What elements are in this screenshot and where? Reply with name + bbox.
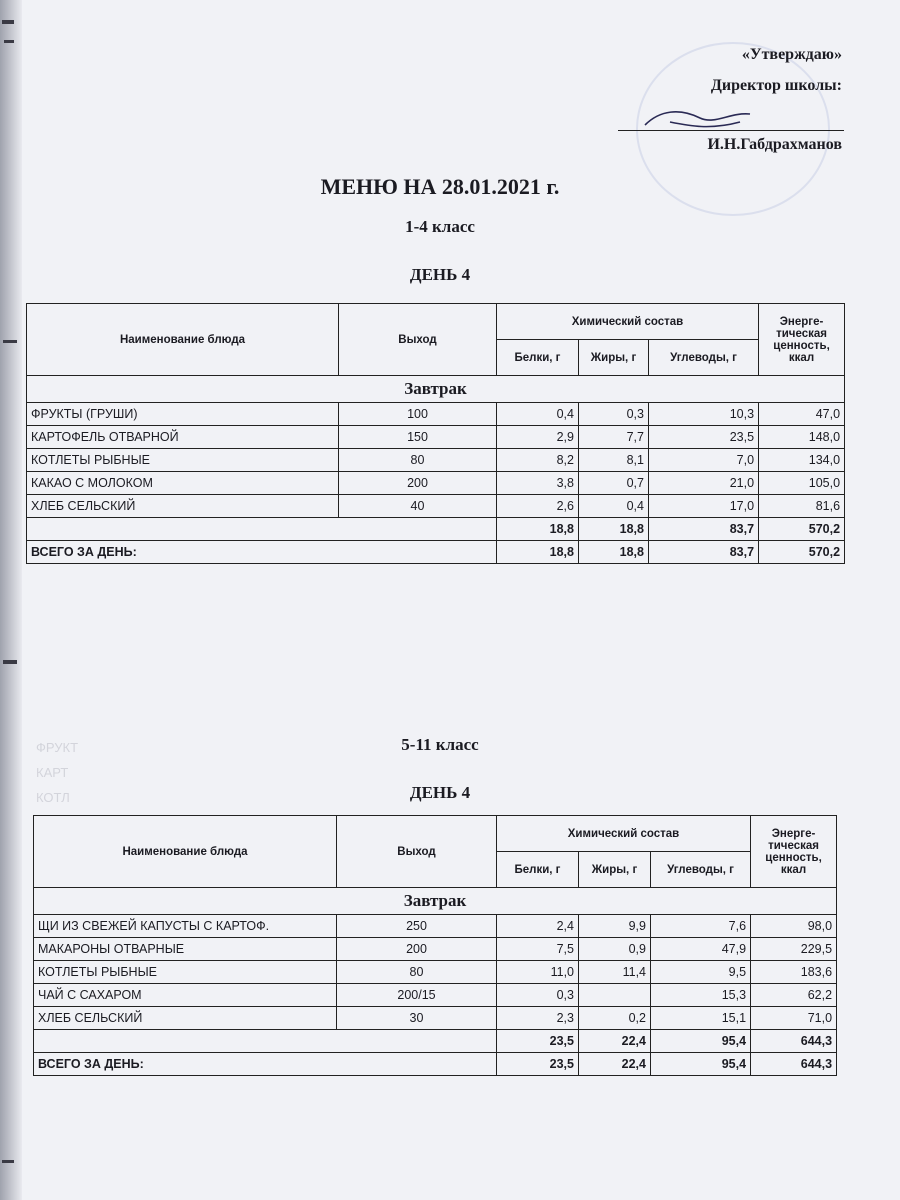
bleed-through-text: ФРУКТ — [36, 740, 79, 755]
director-name: И.Н.Габдрахманов — [707, 136, 842, 153]
meal-label: Завтрак — [27, 376, 845, 403]
header-fat: Жиры, г — [579, 340, 649, 376]
dish-fat: 0,7 — [579, 472, 649, 495]
subtotal-blank — [27, 518, 497, 541]
table-row — [34, 1007, 837, 1030]
dish-name: ХЛЕБ СЕЛЬСКИЙ — [27, 495, 339, 518]
header-fat: Жиры, г — [579, 852, 651, 888]
dish-name: КОТЛЕТЫ РЫБНЫЕ — [34, 961, 337, 984]
table-row — [27, 495, 845, 518]
total-row — [27, 541, 845, 564]
total-label: ВСЕГО ЗА ДЕНЬ: — [27, 541, 497, 564]
dish-carbs: 47,9 — [651, 938, 751, 961]
table-row — [27, 472, 845, 495]
dish-name: МАКАРОНЫ ОТВАРНЫЕ — [34, 938, 337, 961]
day-label-1: ДЕНЬ 4 — [409, 265, 471, 284]
total-energy: 644,3 — [751, 1053, 837, 1076]
table-row — [34, 915, 837, 938]
header-protein: Белки, г — [497, 852, 579, 888]
total-row — [34, 1053, 837, 1076]
subtotal-row — [27, 518, 845, 541]
approve-label: «Утверждаю» — [741, 46, 842, 63]
total-fat: 18,8 — [579, 541, 649, 564]
dish-carbs: 23,5 — [649, 426, 759, 449]
subtotal-protein: 18,8 — [497, 518, 579, 541]
subtotal-row — [34, 1030, 837, 1053]
dish-energy: 183,6 — [751, 961, 837, 984]
dish-portion: 30 — [337, 1007, 497, 1030]
header-portion: Выход — [339, 304, 497, 376]
bleed-through-text: КАРТ — [36, 765, 69, 780]
menu-table-2 — [33, 815, 837, 1076]
bleed-through-text: КОТЛ — [36, 790, 70, 805]
class-label-1: 1-4 класс — [405, 217, 475, 236]
subtotal-protein: 23,5 — [497, 1030, 579, 1053]
menu-table-1 — [26, 303, 845, 564]
dish-portion: 80 — [339, 449, 497, 472]
dish-name: ФРУКТЫ (ГРУШИ) — [27, 403, 339, 426]
dish-fat: 0,4 — [579, 495, 649, 518]
dish-energy: 81,6 — [759, 495, 845, 518]
dish-carbs: 10,3 — [649, 403, 759, 426]
subtotal-energy: 644,3 — [751, 1030, 837, 1053]
subtotal-blank — [34, 1030, 497, 1053]
subtotal-carbs: 83,7 — [649, 518, 759, 541]
header-dish: Наименование блюда — [34, 816, 337, 888]
header-chem: Химический состав — [497, 816, 751, 852]
scan-mark — [3, 660, 17, 664]
header-carbs: Углеводы, г — [651, 852, 751, 888]
dish-portion: 200/15 — [337, 984, 497, 1007]
signature — [640, 100, 760, 140]
dish-protein: 3,8 — [497, 472, 579, 495]
director-position: Директор школы: — [710, 77, 842, 94]
table-row — [34, 938, 837, 961]
total-energy: 570,2 — [759, 541, 845, 564]
dish-fat: 0,3 — [579, 403, 649, 426]
dish-protein: 8,2 — [497, 449, 579, 472]
dish-portion: 200 — [337, 938, 497, 961]
subtotal-fat: 22,4 — [579, 1030, 651, 1053]
dish-portion: 40 — [339, 495, 497, 518]
table-row — [34, 961, 837, 984]
total-protein: 23,5 — [497, 1053, 579, 1076]
dish-fat: 7,7 — [579, 426, 649, 449]
dish-protein: 2,3 — [497, 1007, 579, 1030]
subtotal-energy: 570,2 — [759, 518, 845, 541]
dish-protein: 0,4 — [497, 403, 579, 426]
dish-carbs: 7,0 — [649, 449, 759, 472]
dish-energy: 47,0 — [759, 403, 845, 426]
total-label: ВСЕГО ЗА ДЕНЬ: — [34, 1053, 497, 1076]
header-energy: Энерге-тическая ценность, ккал — [751, 816, 837, 888]
dish-energy: 148,0 — [759, 426, 845, 449]
dish-carbs: 15,1 — [651, 1007, 751, 1030]
dish-carbs: 17,0 — [649, 495, 759, 518]
dish-protein: 0,3 — [497, 984, 579, 1007]
header-protein: Белки, г — [497, 340, 579, 376]
day-label-2: ДЕНЬ 4 — [409, 783, 471, 802]
scan-mark — [4, 40, 14, 43]
dish-energy: 62,2 — [751, 984, 837, 1007]
dish-name: ХЛЕБ СЕЛЬСКИЙ — [34, 1007, 337, 1030]
menu-title: МЕНЮ НА 28.01.2021 г. — [320, 174, 560, 199]
dish-carbs: 15,3 — [651, 984, 751, 1007]
dish-name: ЩИ ИЗ СВЕЖЕЙ КАПУСТЫ С КАРТОФ. — [34, 915, 337, 938]
scan-mark — [3, 340, 17, 343]
dish-name: КАКАО С МОЛОКОМ — [27, 472, 339, 495]
class-label-2: 5-11 класс — [401, 735, 479, 754]
dish-energy: 134,0 — [759, 449, 845, 472]
dish-carbs: 7,6 — [651, 915, 751, 938]
dish-portion: 250 — [337, 915, 497, 938]
header-chem: Химический состав — [497, 304, 759, 340]
dish-fat: 0,2 — [579, 1007, 651, 1030]
dish-protein: 11,0 — [497, 961, 579, 984]
dish-fat: 8,1 — [579, 449, 649, 472]
dish-protein: 2,4 — [497, 915, 579, 938]
dish-protein: 2,9 — [497, 426, 579, 449]
table-row — [27, 449, 845, 472]
signature-line — [618, 130, 844, 131]
scan-mark — [2, 1160, 14, 1163]
meal-label: Завтрак — [34, 888, 837, 915]
total-carbs: 95,4 — [651, 1053, 751, 1076]
dish-energy: 98,0 — [751, 915, 837, 938]
header-energy: Энерге-тическая ценность, ккал — [759, 304, 845, 376]
total-fat: 22,4 — [579, 1053, 651, 1076]
dish-fat — [579, 984, 651, 1007]
dish-protein: 7,5 — [497, 938, 579, 961]
dish-carbs: 9,5 — [651, 961, 751, 984]
dish-portion: 100 — [339, 403, 497, 426]
dish-name: ЧАЙ С САХАРОМ — [34, 984, 337, 1007]
dish-portion: 80 — [337, 961, 497, 984]
scan-mark — [2, 20, 14, 24]
subtotal-fat: 18,8 — [579, 518, 649, 541]
dish-energy: 229,5 — [751, 938, 837, 961]
dish-name: КОТЛЕТЫ РЫБНЫЕ — [27, 449, 339, 472]
dish-protein: 2,6 — [497, 495, 579, 518]
header-portion: Выход — [337, 816, 497, 888]
table-row — [27, 403, 845, 426]
dish-fat: 11,4 — [579, 961, 651, 984]
dish-portion: 200 — [339, 472, 497, 495]
subtotal-carbs: 95,4 — [651, 1030, 751, 1053]
table-row — [27, 426, 845, 449]
dish-name: КАРТОФЕЛЬ ОТВАРНОЙ — [27, 426, 339, 449]
total-protein: 18,8 — [497, 541, 579, 564]
total-carbs: 83,7 — [649, 541, 759, 564]
dish-energy: 71,0 — [751, 1007, 837, 1030]
dish-fat: 0,9 — [579, 938, 651, 961]
dish-carbs: 21,0 — [649, 472, 759, 495]
dish-energy: 105,0 — [759, 472, 845, 495]
header-dish: Наименование блюда — [27, 304, 339, 376]
dish-portion: 150 — [339, 426, 497, 449]
header-carbs: Углеводы, г — [649, 340, 759, 376]
dish-fat: 9,9 — [579, 915, 651, 938]
table-row — [34, 984, 837, 1007]
